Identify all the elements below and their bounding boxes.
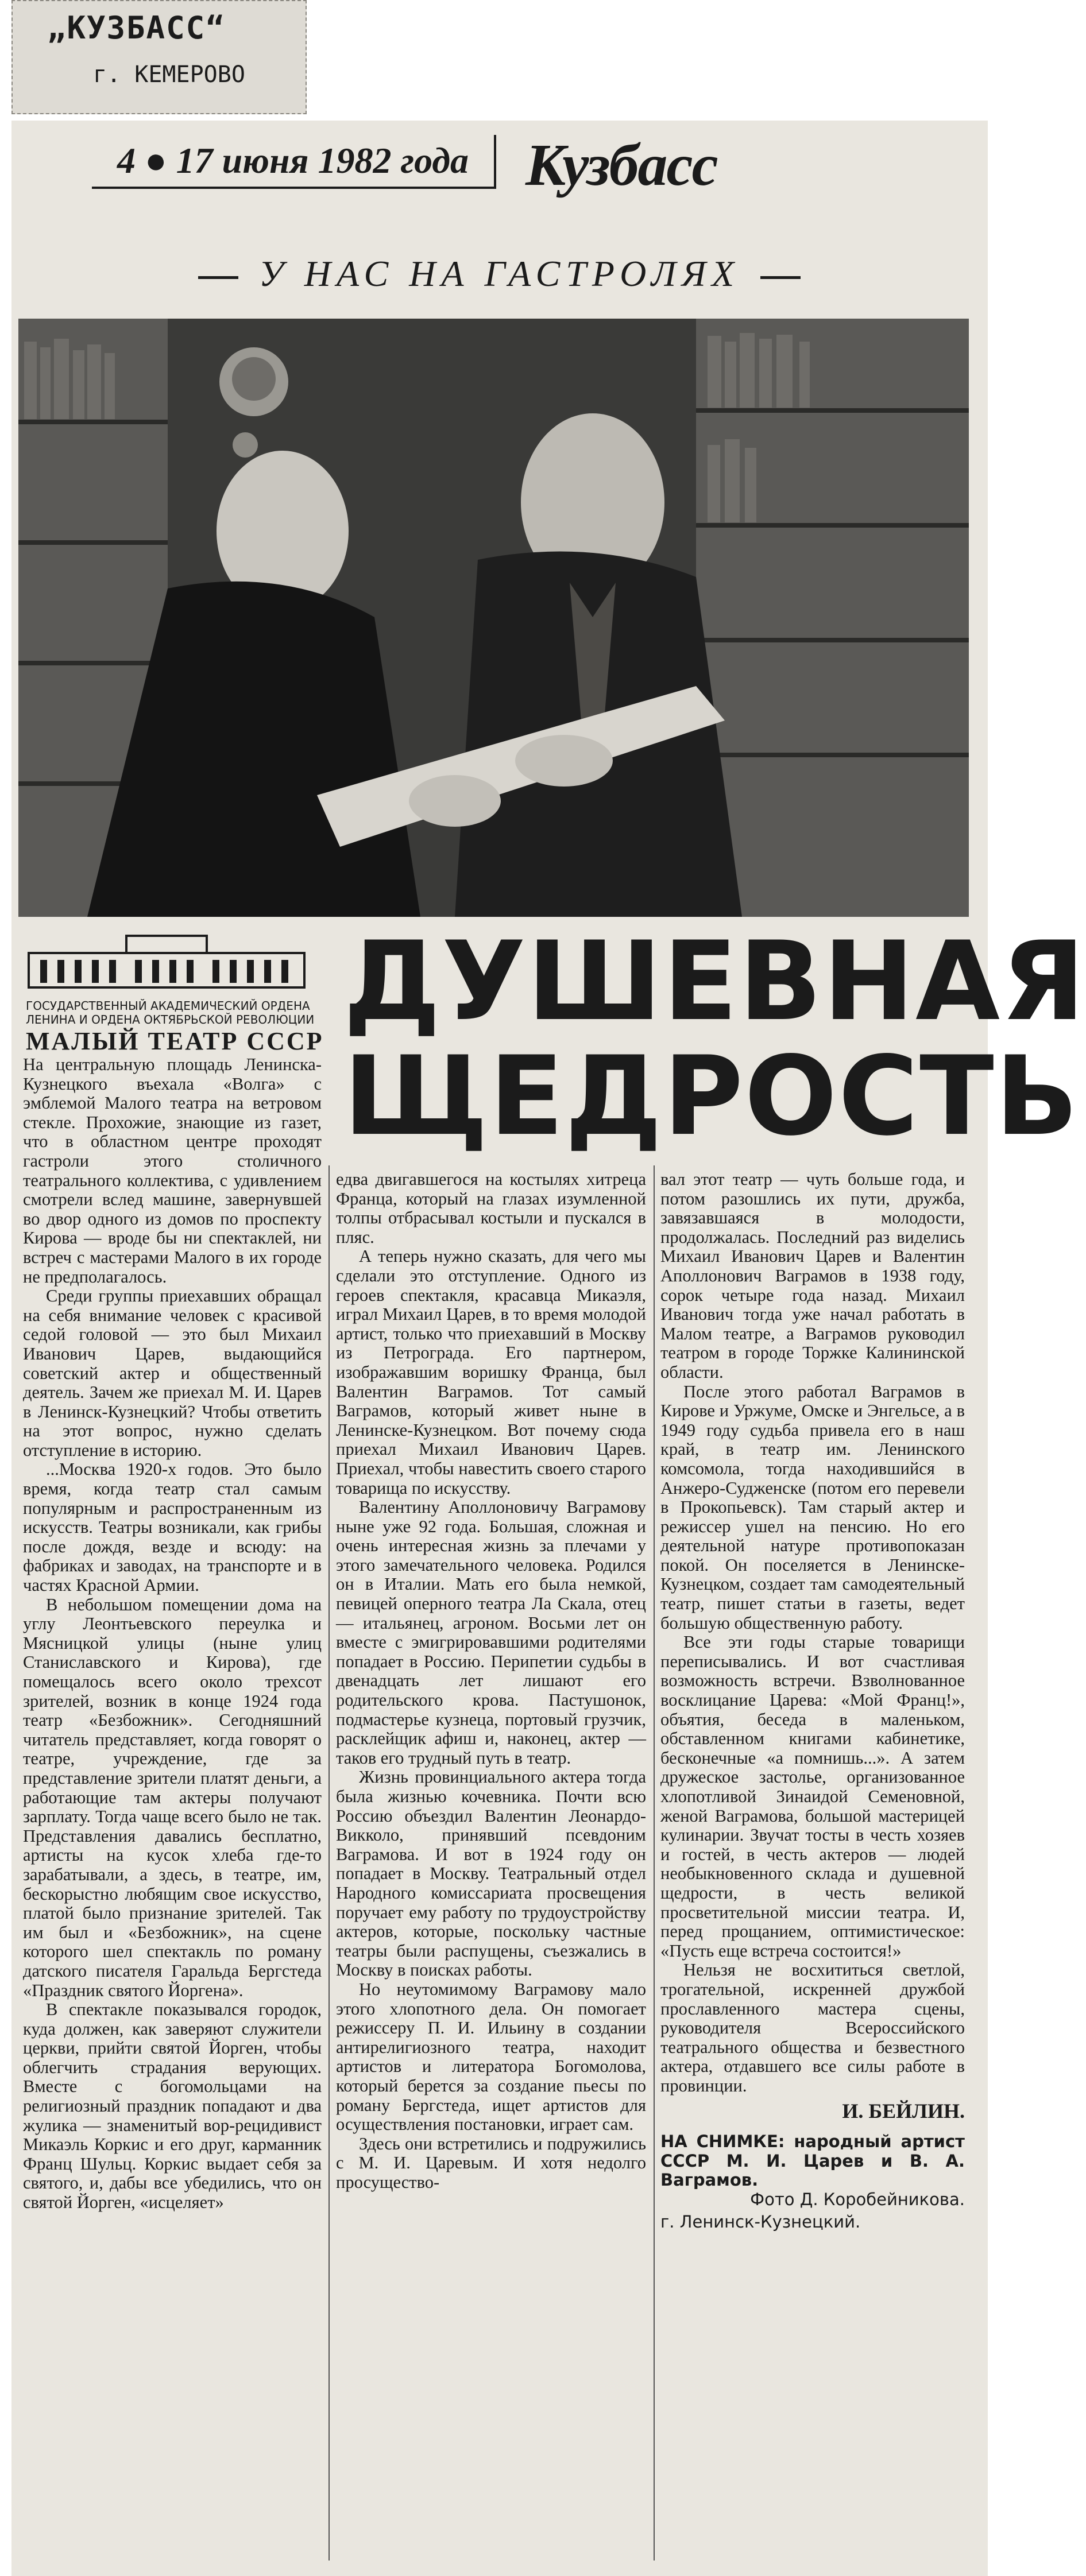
theatre-name: МАЛЫЙ ТЕАТР СССР — [26, 1027, 324, 1055]
headline-line-2: ЩЕДРОСТЬ — [343, 1033, 1080, 1160]
rubric-rule-right — [760, 276, 801, 279]
archive-stamp — [11, 0, 307, 114]
paragraph: Все эти годы старые товарищи переписывались. И вот счастливая возможность встречи. Взволнованное восклицание Царева: «Мой Франц!», объятия, беседа в маленьком, обставленном книгами кабинетике, бесконечные «а помнишь...». А затем дружеское застолье, организованное хлопотливой Зинаидой Семеновной, женой Ваграмова, большой мастерицей кулинарии. Звучат тосты в честь хозяев и гостей, в честь актеров — людей необыкновенного склада и душевной щедрости, в честь великой просветительной миссии театра. И, перед прощанием, оптимистическое: «Пусть еще встреча состоится!» — [660, 1632, 965, 1961]
dateline-city: г. Ленинск-Кузнецкий. — [660, 2212, 861, 2232]
author-signature: И. БЕЙЛИН. — [842, 2099, 965, 2122]
paragraph: После этого работал Ваграмов в Кирове и Уржуме, Омске и Энгельсе, а в 1949 году судьба привела его в наш край, в театр им. Ленинского комсомола, тогда находившийся в Анжеро-Судженске (потом его перевели в Прокопьевск). Там старый актер и режиссер ушел на пенсию. Но его деятельной натуре противопоказан покой. Он поселяется в Ленинске-Кузнецком, создает там самодеятельный театр, пишет статьи в газеты, ведет большую общественную работу. — [660, 1381, 965, 1633]
article-column-2 — [336, 1170, 646, 2192]
maly-theatre-logo — [23, 930, 339, 1055]
paragraph: Но неутомимому Ваграмову мало этого хлопотного дела. Он помогает режиссеру П. И. Ильину в создании антирелигиозного театра, находит артистов и литератора Богомолова, который берется за создание пьесы по роману Бергстеда, ищет артистов для осуществления постановки, играет сам. — [336, 1979, 646, 2135]
theatre-building-emblem — [23, 930, 310, 993]
paragraph: В спектакле показывался городок, куда должен, как заверяют служители церкви, прийти святой Йорген, чтобы облегчить страдания верующих. Вместе с богомольцами на религиозный праздник попадают и два жулика — знаменитый вор-рецидивист Микаэль Коркис и его друг, карманник Франц Шульц. Коркис выдает себя за святого, и, дабы все убедились, что он святой Йорген, «исцеляет» — [23, 2000, 322, 2213]
paragraph: вал этот театр — чуть больше года, и потом разошлись их пути, дружба, завязавшаяся в молодости, продолжалась. Последний раз виделись Михаил Иванович Царев и Валентин Аполлонович Ваграмов в 1938 году, сорок четыре года назад. Михаил Иванович тогда уже начал работать в Малом театре, а Ваграмов руководил театром в городе Торжке Калининской области. — [660, 1169, 965, 1382]
stamp-paper-name: „КУЗБАСС“ — [47, 10, 226, 46]
theatre-full-title: ГОСУДАРСТВЕННЫЙ АКАДЕМИЧЕСКИЙ ОРДЕНА ЛЕНИНА И ОРДЕНА ОКТЯБРЬСКОЙ РЕВОЛЮЦИИ — [26, 999, 315, 1026]
paragraph: Здесь они встретились и подружились с М. И. Царевым. И хотя недолго просущество- — [336, 2133, 646, 2192]
article-photo — [18, 319, 969, 917]
paragraph: Среди группы приехавших обращал на себя внимание человек с красивой седой головой — это был Михаил Иванович Царев, выдающийся советский актер и общественный деятель. Зачем же приехал М. И. Царев в Ленинск-Кузнецкий? Чтобы ответить на этот вопрос, нужно сделать отступление в историю. — [23, 1286, 322, 1460]
column-rule — [328, 1165, 330, 2560]
article-headline — [343, 918, 1086, 1160]
photo-caption: НА СНИМКЕ: народный артист СССР М. И. Царев и В. А. Ваграмов. — [660, 2132, 965, 2190]
paragraph: На центральную площадь Ленинска-Кузнецкого въехала «Волга» с эмблемой Малого театра на ветровом стекле. Прохожие, знающие из газет, что в областном центре проходят гастроли этого столичного театрального коллектива, с удивлением смотрели вслед машине, завернувшей во двор одного из домов по проспекту Кирова — вроде бы ни спектаклей, ни встреч с мастерами Малого в их городе не предполагалось. — [23, 1055, 322, 1287]
newspaper-title: Кузбасс — [525, 132, 717, 198]
article-column-1 — [23, 1055, 322, 2213]
paragraph: Нельзя не восхититься светлой, трогательной, искренней дружбой прославленного мастера сцены, руководителя Всероссийского театрального общества и безвестного актера, отдавшего все силы работе в провинции. — [660, 1960, 965, 2095]
article-column-3 — [660, 1170, 965, 2232]
photo-illustration — [18, 319, 969, 917]
paragraph: ...Москва 1920-х годов. Это было время, когда театр стал самым популярным и распространенным из искусств. Театры возникали, как грибы после дождя, везде и всюду: на фабриках и заводах, на транспорте и в частях Красной Армии. — [23, 1459, 322, 1595]
paragraph: едва двигавшегося на костылях хитреца Франца, который на глазах изумленной толпы отбрасывал костыли и пускался в пляс. — [336, 1169, 646, 1247]
headline-line-1: ДУШЕВНАЯ — [343, 918, 1086, 1045]
paragraph: Жизнь провинциального актера тогда была жизнью кочевника. Почти всю Россию объездил Валентин Леонардо-Викколо, принявший псевдоним Ваграмова. И вот в 1924 году он попадает в Москву. Театральный отдел Народного комиссариата просвещения поручает ему работу по трудоустройству актеров, которые, поскольку частные театры были распущены, съезжались в Москву в поисках работы. — [336, 1767, 646, 1980]
paragraph: Валентину Аполлоновичу Ваграмову ныне уже 92 года. Большая, сложная и очень интересная жизнь за плечами у этого замечательного человека. Родился он в Италии. Мать его была немкой, певицей оперного театра Ла Скала, отец — итальянец, агроном. Восьми лет он вместе с эмигрировавшими родителями попадает в Россию. Перипетии судьбы в двенадцать лет лишают его родительского крова. Пастушонок, подмастерье кузнеца, портовый грузчик, расклейщик афиш и, наконец, актер — таков его трудный путь в театр. — [336, 1497, 646, 1768]
rubric-rule-left — [198, 276, 238, 279]
paragraph: А теперь нужно сказать, для чего мы сделали это отступление. Одного из героев спектакля, красавца Микаэля, играл Михаил Царев, в то время молодой артист, только что приехавший в Москву из Петрограда. Его партнером, изображавшим воришку Франца, был Валентин Ваграмов. Тот самый Ваграмов, который живет ныне в Ленинске-Кузнецком. Вот почему сюда приехал Михаил Иванович Царев. Приехал, чтобы навестить своего старого товарища по искусству. — [336, 1246, 646, 1498]
column-rule — [654, 1165, 655, 2560]
rubric — [0, 253, 999, 310]
photo-credit: Фото Д. Коробейникова. — [750, 2189, 965, 2209]
stamp-city: г. КЕМЕРОВО — [93, 61, 245, 88]
paragraph: В небольшом помещении дома на углу Леонтьевского переулка и Мясницкой улицы (ныне улиц Станиславского и Кирова), где помещалось всего около трехсот зрителей, возник в конце 1924 года театр «Безбожник». Сегодняшний читатель представляет, когда говорят о театре, учреждение, где за представление зрители платят деньги, а работающие там актеры получают зарплату. Тогда чаще всего было не так. Представления давались бесплатно, артисты на кусок хлеба где-то зарабатывали, а здесь, в театре, им, бескорыстно любящим свое искусство, платой было признание зрителей. Так им был и «Безбожник», на сцене которого шел спектакль по роману датского писателя Гаральда Бергстеда «Праздник святого Йоргена». — [23, 1594, 322, 2000]
rubric-title: У НАС НА ГАСТРОЛЯХ — [258, 253, 740, 294]
issue-date: 4 ● 17 июня 1982 года — [92, 135, 496, 189]
